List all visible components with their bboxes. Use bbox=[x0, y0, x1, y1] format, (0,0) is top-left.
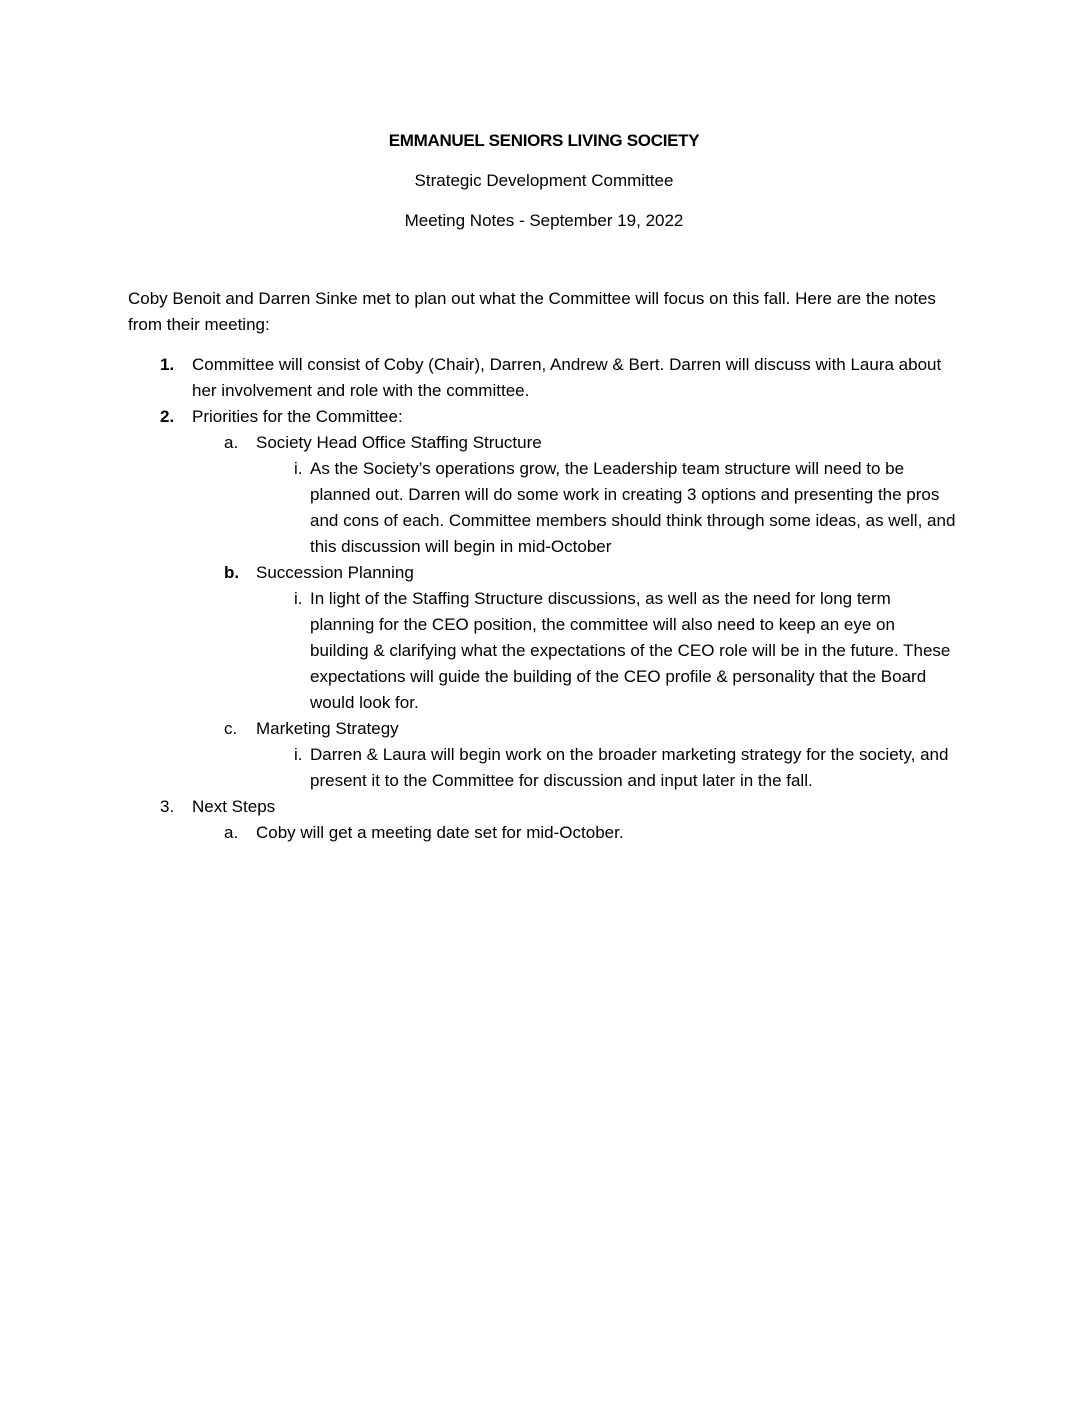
sub-item bbox=[128, 430, 958, 456]
organization-title: EMMANUEL SENIORS LIVING SOCIETY bbox=[388, 131, 700, 150]
sub-marker: a. bbox=[224, 433, 239, 452]
list-marker: 1. bbox=[160, 355, 175, 374]
list-marker: 3. bbox=[160, 797, 175, 816]
sub-item bbox=[128, 820, 958, 846]
sub-point bbox=[128, 456, 958, 560]
point-text: As the Society’s operations grow, the Leadership team structure will need to be planned out. Darren will do some work in creating 3 options and presenting the pros and cons of each. Committee members should think through some ideas, as well, and this discussion will begin in mid-October bbox=[310, 459, 956, 556]
sub-point bbox=[128, 742, 958, 794]
sub-item-text: Marketing Strategy bbox=[256, 719, 399, 738]
sub-item bbox=[128, 716, 958, 742]
sub-item-text: Coby will get a meeting date set for mid-October. bbox=[256, 823, 624, 842]
point-marker: i. bbox=[294, 745, 303, 764]
sub-item bbox=[128, 560, 958, 586]
committee-name: Strategic Development Committee bbox=[414, 171, 674, 190]
sub-marker: a. bbox=[224, 823, 239, 842]
point-text: In light of the Staffing Structure discussions, as well as the need for long term planning for the CEO position, the committee will also need to keep an eye on building & clarifying what the expectations of the CEO role will be in the future. These expectations will guide the building of the CEO profile & personality that the Board would look for. bbox=[310, 589, 951, 712]
meeting-date: Meeting Notes - September 19, 2022 bbox=[404, 211, 684, 230]
point-text: Darren & Laura will begin work on the broader marketing strategy for the society, and present it to the Committee for discussion and input later in the fall. bbox=[310, 745, 949, 790]
point-marker: i. bbox=[294, 459, 303, 478]
intro-paragraph: Coby Benoit and Darren Sinke met to plan out what the Committee will focus on this fall. Here are the notes from their meeting: bbox=[128, 289, 936, 334]
point-marker: i. bbox=[294, 589, 303, 608]
sub-point bbox=[128, 586, 958, 716]
list-marker: 2. bbox=[160, 407, 175, 426]
list-item bbox=[128, 794, 958, 820]
list-item bbox=[128, 352, 958, 404]
list-item bbox=[128, 404, 958, 430]
notes-list bbox=[128, 352, 958, 846]
sub-item-text: Succession Planning bbox=[256, 563, 414, 582]
sub-marker: c. bbox=[224, 719, 238, 738]
list-item-text: Committee will consist of Coby (Chair), Darren, Andrew & Bert. Darren will discuss with Laura about her involvement and role with the committee. bbox=[192, 355, 942, 400]
list-item-text: Priorities for the Committee: bbox=[192, 407, 403, 426]
list-item-text: Next Steps bbox=[192, 797, 276, 816]
sub-item-text: Society Head Office Staffing Structure bbox=[256, 433, 542, 452]
sub-marker: b. bbox=[224, 563, 240, 582]
